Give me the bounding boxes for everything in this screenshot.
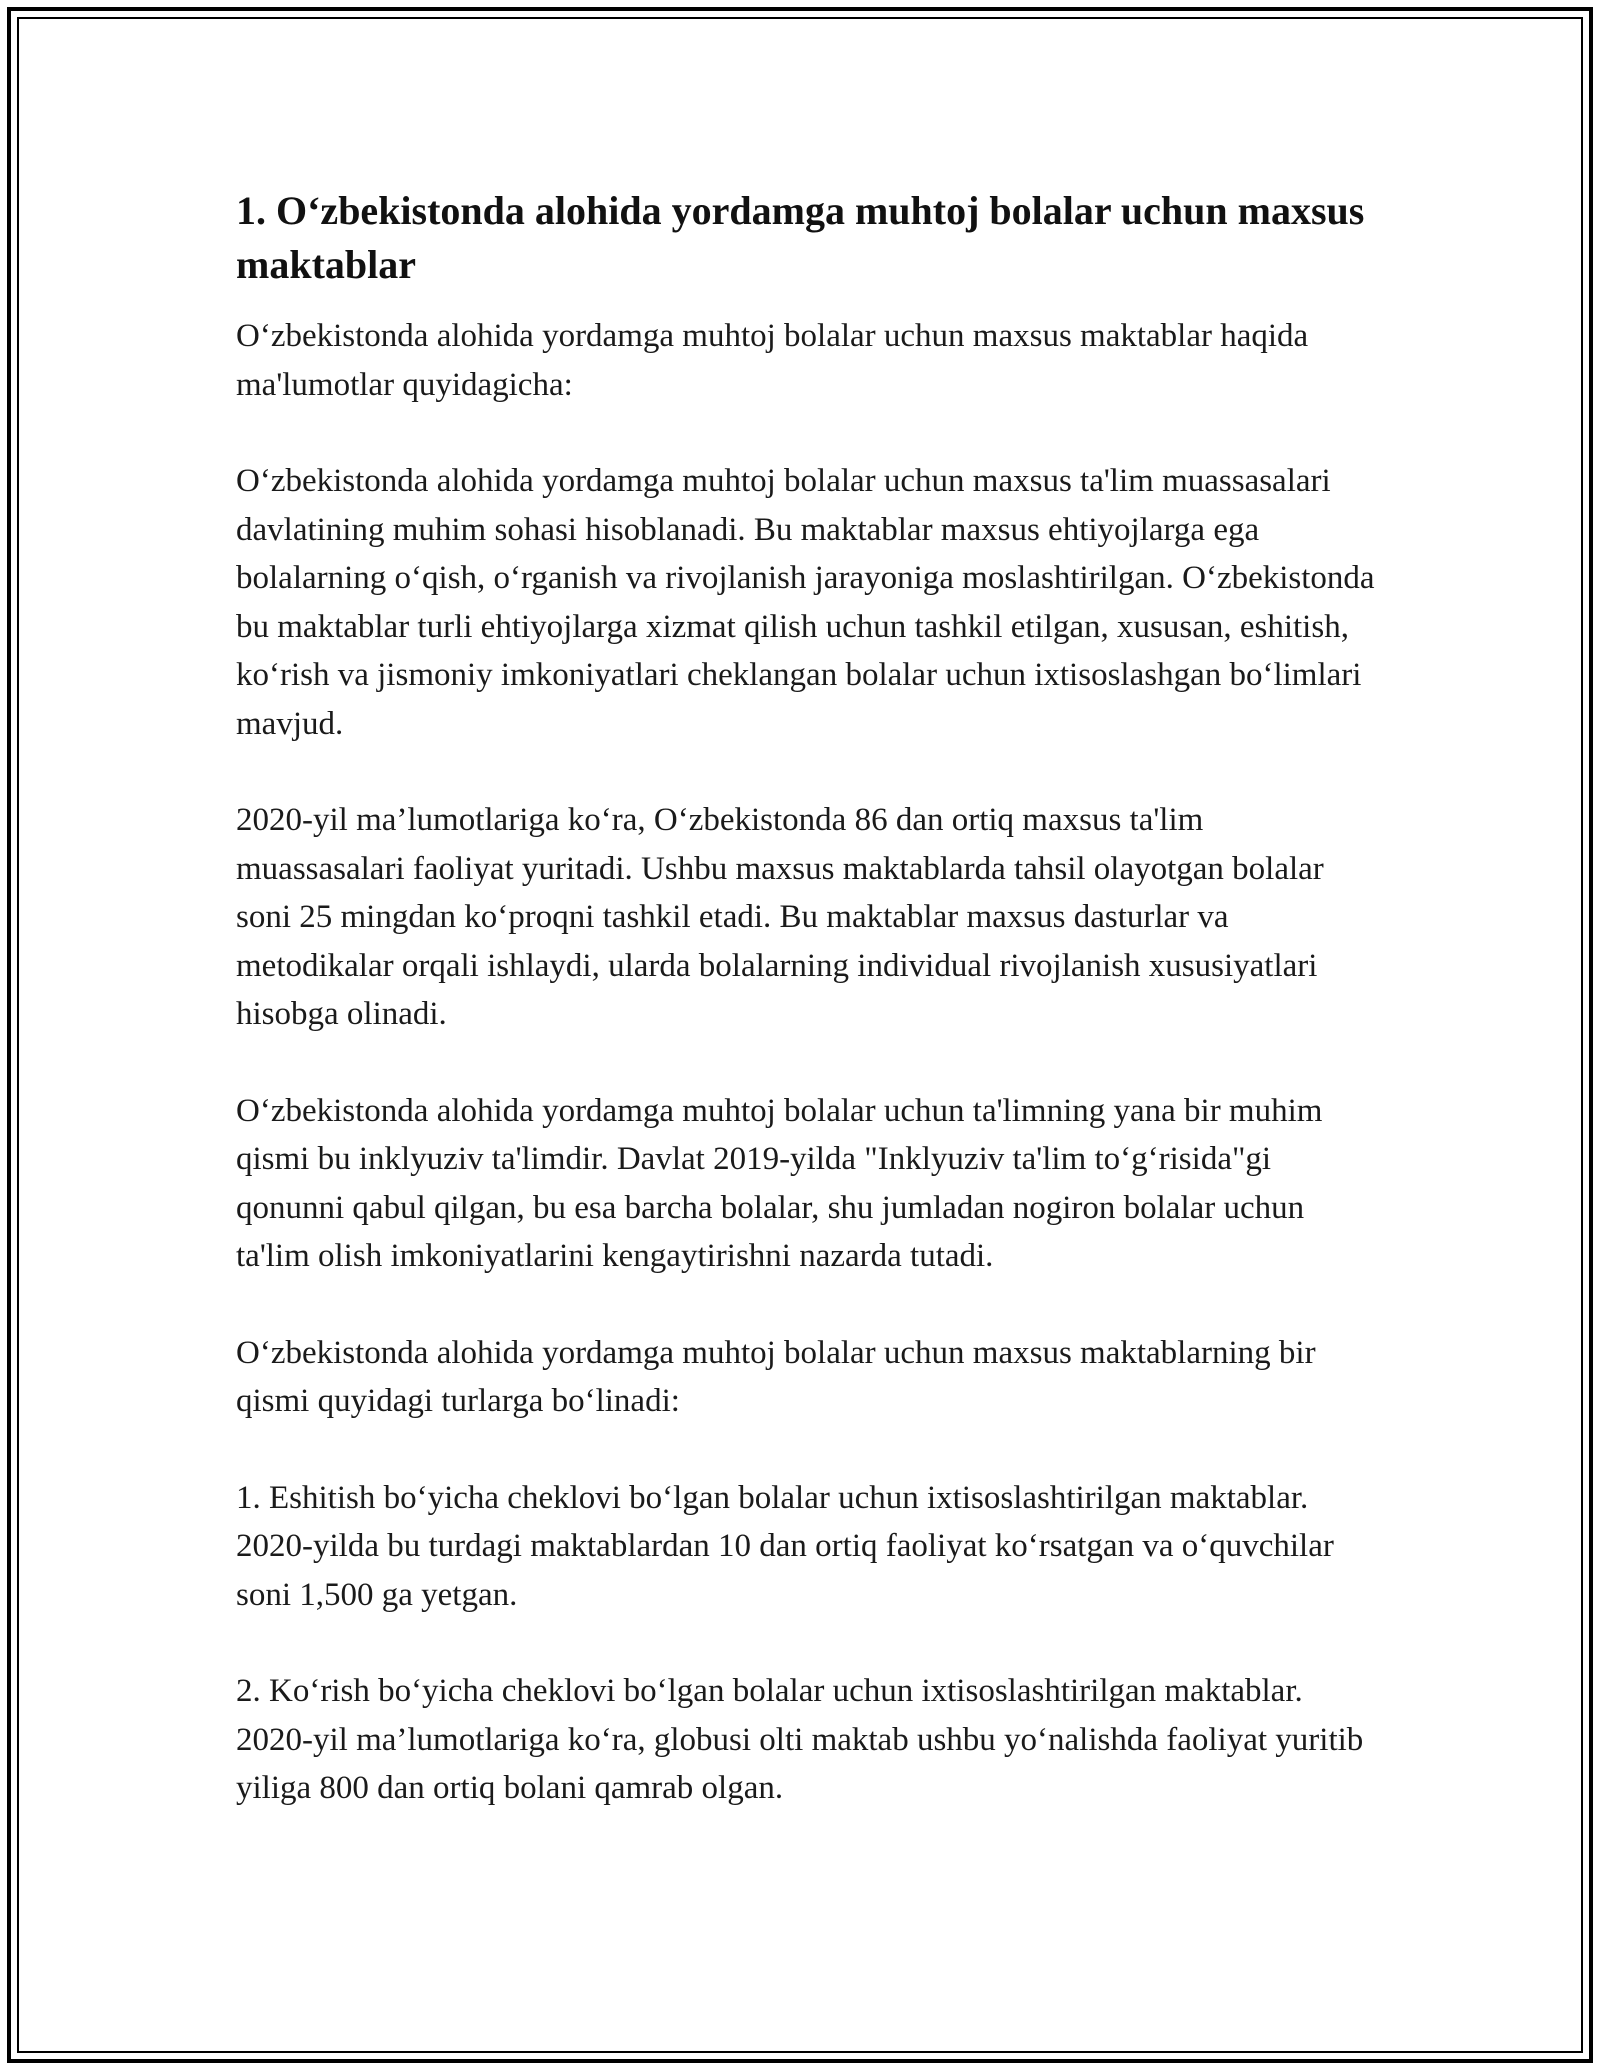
document-body bbox=[236, 184, 1376, 1861]
list-item-hearing-schools: 1. Eshitish bo‘yicha cheklovi bo‘lgan bolalar uchun ixtisoslashtirilgan maktablar. 2020-yilda bu turdagi maktablardan 10 dan ortiq faoliyat ko‘rsatgan va o‘quvchilar soni 1,500 ga yetgan. bbox=[236, 1479, 1334, 1613]
list-item-vision-schools: 2. Ko‘rish bo‘yicha cheklovi bo‘lgan bolalar uchun ixtisoslashtirilgan maktablar. 2020-yil ma’lumotlariga ko‘ra, globusi olti maktab ushbu yo‘nalishda faoliyat yuritib yiliga 800 dan ortiq bolani qamrab olgan. bbox=[236, 1673, 1364, 1806]
section-heading: 1. O‘zbekistonda alohida yordamga muhtoj bolalar uchun maxsus maktablar bbox=[236, 188, 1365, 287]
paragraph-inclusive-education: O‘zbekistonda alohida yordamga muhtoj bolalar uchun ta'limning yana bir muhim qismi bu inklyuziv ta'limdir. Davlat 2019-yilda "Inklyuziv ta'lim to‘g‘risida"gi qonunni qabul qilgan, bu esa barcha bolalar, shu jumladan nogiron bolalar uchun ta'lim olish imkoniyatlarini kengaytirishni nazarda tutadi. bbox=[236, 1092, 1323, 1274]
paragraph-school-types-intro: O‘zbekistonda alohida yordamga muhtoj bolalar uchun maxsus maktablarning bir qismi quyidagi turlarga bo‘linadi: bbox=[236, 1334, 1316, 1419]
paragraph-statistics-2020: 2020-yil ma’lumotlariga ko‘ra, O‘zbekistonda 86 dan ortiq maxsus ta'lim muassasalari faoliyat yuritadi. Ushbu maxsus maktablarda tahsil olayotgan bolalar soni 25 mingdan ko‘proqni tashkil etadi. Bu maktablar maxsus dasturlar va metodikalar orqali ishlaydi, ularda bolalarning individual rivojlanish xususiyatlari hisobga olinadi. bbox=[236, 802, 1324, 1032]
intro-paragraph: O‘zbekistonda alohida yordamga muhtoj bolalar uchun maxsus maktablar haqida ma'lumotlar quyidagicha: bbox=[236, 318, 1309, 403]
paragraph-special-institutions: O‘zbekistonda alohida yordamga muhtoj bolalar uchun maxsus ta'lim muassasalari davlatining muhim sohasi hisoblanadi. Bu maktablar maxsus ehtiyojlarga ega bolalarning o‘qish, o‘rganish va rivojlanish jarayoniga moslashtirilgan. O‘zbekistonda bu maktablar turli ehtiyojlarga xizmat qilish uchun tashkil etilgan, xususan, eshitish, ko‘rish va jismoniy imkoniyatlari cheklangan bolalar uchun ixtisoslashgan bo‘limlari mavjud. bbox=[236, 463, 1375, 742]
